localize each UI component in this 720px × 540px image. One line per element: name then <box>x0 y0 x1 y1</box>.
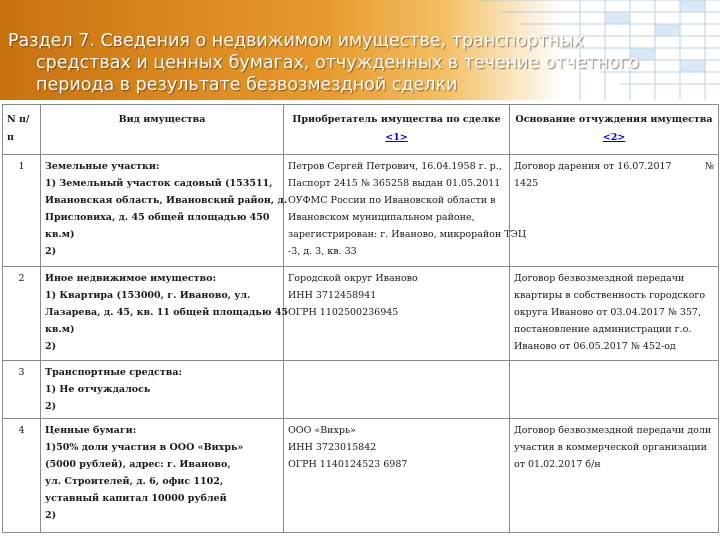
cell-line: Петров Сергей Петрович, 16.04.1958 г. р., <box>288 161 502 172</box>
col-header-acquirer <box>284 105 510 155</box>
cell-line: кв.м) <box>45 324 75 335</box>
cell-line: Земельные участки: <box>45 161 160 172</box>
col-header-acquirer-text: Приобретатель имущества по сделке <box>292 114 501 125</box>
cell-line: ул. Строителей, д. 6, офис 1102, <box>45 476 224 487</box>
property-table <box>2 104 719 533</box>
title-line-1: Раздел 7. Сведения о недвижимом имуществе, транспортных <box>8 31 584 51</box>
cell-line: Иное недвижимое имущество: <box>45 273 216 284</box>
row-number: 3 <box>3 361 41 419</box>
table-row <box>3 419 719 533</box>
row-number: 1 <box>3 155 41 267</box>
acquirer-cell <box>284 419 510 533</box>
cell-line: Лазарева, д. 45, кв. 11 общей площадью 45 <box>45 307 289 318</box>
footnote-link-2[interactable]: <2> <box>602 132 626 143</box>
cell-line: постановление администрации г.о. <box>514 324 692 335</box>
property-cell <box>41 155 288 267</box>
col-header-num: N п/п <box>3 105 41 155</box>
cell-line: Городской округ Иваново <box>288 273 418 284</box>
cell-line: ООО «Вихрь» <box>288 425 356 436</box>
cell-line: ИНН 3712458941 <box>288 290 377 301</box>
cell-line: Присловиха, д. 45 общей площадью 450 <box>45 212 270 223</box>
page-title <box>8 30 708 96</box>
cell-line: Иваново от 06.05.2017 № 452-од <box>514 341 676 352</box>
cell-line: 1425 <box>514 178 539 189</box>
cell-line: кв.м) <box>45 229 75 240</box>
table-header-row <box>3 105 719 155</box>
cell-line: зарегистрирован: г. Иваново, микрорайон ТЭЦ <box>288 229 527 240</box>
cell-line: 2) <box>45 401 57 412</box>
basis-cell <box>510 155 719 267</box>
cell-line: ОГРН 1140124523 6987 <box>288 459 408 470</box>
cell-line: Договор дарения от 16.07.2017 <box>514 161 672 172</box>
acquirer-cell <box>284 361 510 419</box>
cell-line: 1) Не отчуждалось <box>45 384 151 395</box>
basis-cell <box>510 361 719 419</box>
title-line-2: средствах и ценных бумагах, отчужденных в течение отчетного <box>36 53 640 73</box>
footnote-link-1[interactable]: <1> <box>385 132 408 143</box>
row-number: 4 <box>3 419 41 533</box>
basis-cell <box>510 419 719 533</box>
table-row <box>3 267 719 361</box>
cell-line: (5000 рублей), адрес: г. Иваново, <box>45 459 231 470</box>
cell-line: Договор безвозмездной передачи доли <box>514 425 712 436</box>
cell-line: Ивановском муниципальном районе, <box>288 212 475 223</box>
property-cell <box>41 267 289 361</box>
property-cell <box>41 361 284 419</box>
cell-line: ИНН 3723015842 <box>288 442 377 453</box>
slide-header <box>0 0 720 100</box>
cell-line: -3, д. 3, кв. 33 <box>288 246 357 257</box>
property-cell <box>41 419 284 533</box>
col-header-property: Вид имущества <box>41 105 284 155</box>
cell-line: 2) <box>45 510 57 521</box>
cell-line: Ценные бумаги: <box>45 425 137 436</box>
acquirer-cell <box>284 267 510 361</box>
cell-line: от 01.02.2017 б/н <box>514 459 601 470</box>
cell-line: 1) Квартира (153000, г. Иваново, ул. <box>45 290 251 301</box>
cell-line: округа Иваново от 03.04.2017 № 357, <box>514 307 701 318</box>
cell-line: Паспорт 2415 № 365258 выдан 01.05.2011 <box>288 178 501 189</box>
table-row <box>3 361 719 419</box>
title-line-3: периода в результате безвозмездной сделки <box>36 75 458 95</box>
cell-line: 2) <box>45 246 57 257</box>
cell-line: ОГРН 1102500236945 <box>288 307 399 318</box>
cell-line: 1) Земельный участок садовый (153511, <box>45 178 273 189</box>
cell-line: ОУФМС России по Ивановской области в <box>288 195 496 206</box>
cell-line: 2) <box>45 341 57 352</box>
cell-line: Договор безвозмездной передачи <box>514 273 685 284</box>
row-number: 2 <box>3 267 41 361</box>
table-row <box>3 155 719 267</box>
cell-line-tail: № <box>705 161 714 172</box>
basis-cell <box>510 267 719 361</box>
cell-line: уставный капитал 10000 рублей <box>45 493 227 504</box>
cell-line: Транспортные средства: <box>45 367 182 378</box>
cell-line: 1)50% доли участия в ООО «Вихрь» <box>45 442 244 453</box>
cell-line: участия в коммерческой организации <box>514 442 707 453</box>
cell-line: квартиры в собственность городского <box>514 290 706 301</box>
col-header-basis-text: Основание отчуждения имущества <box>515 114 713 125</box>
cell-line: Ивановская область, Ивановский район, д. <box>45 195 288 206</box>
col-header-basis <box>510 105 719 155</box>
